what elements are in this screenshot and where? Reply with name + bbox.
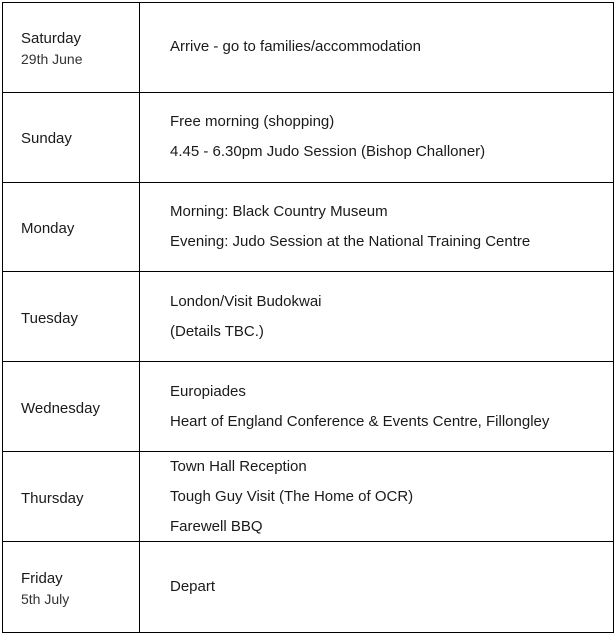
activity-cell bbox=[140, 542, 613, 632]
day-cell bbox=[3, 542, 140, 632]
activity-cell bbox=[140, 272, 613, 361]
table-row-monday bbox=[3, 183, 613, 273]
table-row-thursday bbox=[3, 452, 613, 542]
activity-item: 4.45 - 6.30pm Judo Session (Bishop Challoner) bbox=[170, 143, 486, 161]
activity-item: Heart of England Conference & Events Centre, Fillongley bbox=[170, 412, 550, 430]
table-row-sunday bbox=[3, 93, 613, 183]
day-name: Tuesday bbox=[21, 309, 78, 327]
activity-item: Evening: Judo Session at the National Training Centre bbox=[170, 233, 531, 251]
table-row-friday bbox=[3, 542, 613, 632]
activity-item: London/Visit Budokwai bbox=[170, 292, 322, 310]
day-name: Wednesday bbox=[21, 399, 100, 417]
table-row-saturday bbox=[3, 3, 613, 93]
activity-item: Free morning (shopping) bbox=[170, 113, 335, 131]
day-cell bbox=[3, 272, 140, 361]
activity-item: Arrive - go to families/accommodation bbox=[170, 38, 421, 56]
itinerary-table bbox=[2, 2, 614, 633]
activity-item: Depart bbox=[170, 578, 216, 596]
activity-cell bbox=[140, 3, 613, 92]
day-date: 5th July bbox=[21, 591, 70, 608]
day-cell bbox=[3, 452, 140, 541]
activity-item: Farewell BBQ bbox=[170, 517, 263, 535]
table-row-wednesday bbox=[3, 362, 613, 452]
day-cell bbox=[3, 183, 140, 272]
activity-item: Town Hall Reception bbox=[170, 457, 307, 475]
table-row-tuesday bbox=[3, 272, 613, 362]
activity-cell bbox=[140, 183, 613, 272]
day-name: Thursday bbox=[21, 489, 84, 507]
activity-cell bbox=[140, 362, 613, 451]
day-name: Saturday bbox=[21, 30, 82, 48]
day-date: 29th June bbox=[21, 51, 83, 68]
day-cell bbox=[3, 93, 140, 182]
activity-cell bbox=[140, 452, 613, 541]
day-cell bbox=[3, 3, 140, 92]
activity-item: Tough Guy Visit (The Home of OCR) bbox=[170, 487, 414, 505]
activity-cell bbox=[140, 93, 613, 182]
day-name: Monday bbox=[21, 220, 75, 238]
activity-item: Europiades bbox=[170, 382, 246, 400]
activity-item: (Details TBC.) bbox=[170, 322, 264, 340]
activity-item: Morning: Black Country Museum bbox=[170, 203, 388, 221]
day-name: Friday bbox=[21, 570, 63, 588]
day-cell bbox=[3, 362, 140, 451]
day-name: Sunday bbox=[21, 130, 72, 148]
